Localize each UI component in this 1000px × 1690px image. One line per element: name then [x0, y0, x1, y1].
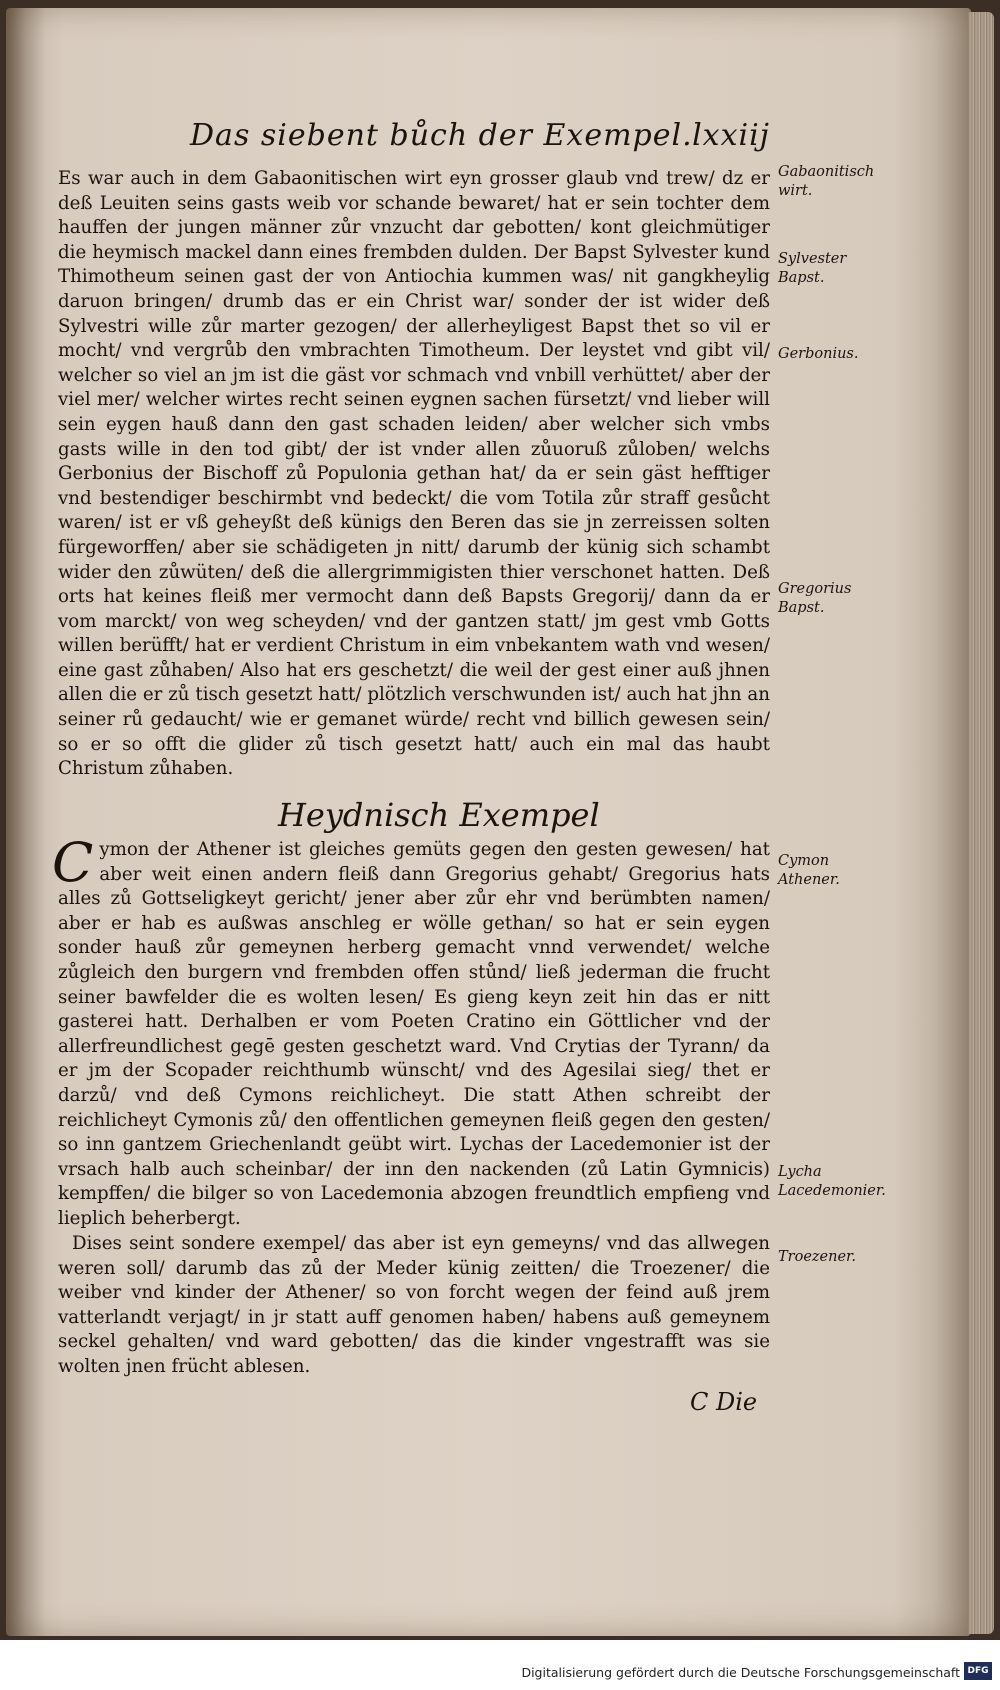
running-title: Das siebent bůch der Exempel.	[190, 118, 693, 153]
funding-credit: Digitalisierung gefördert durch die Deutsche Forschungsgemeinschaft	[521, 1665, 960, 1680]
page-edge	[968, 12, 994, 1634]
catchword: C Die	[690, 1388, 758, 1416]
dfg-logo: DFG	[964, 1662, 992, 1680]
body-paragraph-2-text: ymon der Athener ist gleiches gemüts gegen den gesten gewesen/ hat aber weit einen andern fleiß dann Gregorius gehabt/ Gregorius hats alles zů Gottseligkeyt gericht/ jener aber zůr ehr vnd berümbten namen/ aber er hab es außwas anschleg er wölle gethan/ so hat er sein eygen sonder hauß zůr gemeynen herberg gemacht vnnd verwendet/ welche zůgleich den burgern vnd frembden offen stůnd/ ließ jederman die frucht seiner bawfelder die es wolten lesen/ Es gieng keyn zeit hin das er nitt gasterei hatt. Derhalben er vom Poeten Cratino ein Göttlicher vnd der allerfreundlichest gegē gesten geschetzt ward. Vnd Crytias der Tyrann/ da er jm der Scopader reichthumb wünscht/ vnd des Agesilai sieg/ thet er darzů/ vnd deß Cymons reichlicheyt. Die statt Athen schreibt der reichlicheyt Cymonis zů/ den offentlichen gemeynen fleiß gegen den gesten/ so inn gantzem Griechenlandt geübt wirt. Lychas der Lacedemonier ist der vrsach halb auch scheinbar/ der inn den nackenden (zů Latin Gymnicis) kempffen/ die bilger so von Lacedemonia abzogen freundtlich empfieng vnd lieplich beherbergt.	[58, 839, 770, 1229]
footer-bar	[0, 1658, 1000, 1690]
margin-note: Sylvester Bapst.	[778, 251, 847, 286]
body-paragraph-3: Dises seint sondere exempel/ das aber ist eyn gemeyns/ vnd das allwegen weren soll/ darumb das zů der Meder künig zeitten/ die Troezener/ die weiber vnd kinder der Athener/ so von forcht wegen der feind auß jrem vatterlandt verjagt/ in jr statt auff genomen haben/ habens auß gemeynem seckel gehalten/ vnd ward gebotten/ das die kinder vngestrafft was sie wolten jnen frücht ablesen.	[58, 1233, 770, 1377]
margin-note: Gabaonitisch wirt.	[778, 164, 875, 199]
body-paragraph-2	[52, 831, 770, 1232]
running-head	[190, 110, 770, 160]
margin-note: Lycha Lacedemonier.	[778, 1164, 886, 1199]
drop-cap: C	[52, 831, 94, 894]
gutter-shadow	[6, 8, 46, 1636]
body-paragraph-1: Es war auch in dem Gabaonitischen wirt eyn grosser glaub vnd trew/ dz er deß Leuiten seins gasts weib vor schande bewaret/ hat er sein tochter dem hauffen der jungen männer zůr vnzucht dar gebotten/ kont gleichmütiger die heymisch mackel dann eines frembden dulden. Der Bapst Sylvester kund Thimotheum seinen gast der von Antiochia kummen was/ nit gangkheylig daruon bringen/ drumb das er ein Christ war/ sonder der ist wider deß Sylvestri wille zůr marter gezogen/ der allerheyligest Bapst thet so vil er mocht/ vnd vergrůb den vmbrachten Timotheum. Der leystet vnd gibt vil/ welcher so viel an jm ist die gäst vor schmach vnd vnbill verhüttet/ aber der viel mer/ welcher wirtes recht seinen eygnen sachen fürsetzt/ vnd lieber will sein eygen hauß dann den gast schaden leiden/ aber welcher sich vmbs gasts wille in den tod gibt/ der ist vnder allen zůuoruß zůloben/ welchs Gerbonius der Bischoff zů Populonia gethan hat/ da er sein gäst hefftiger vnd bestendiger beschirmbt vnd bedeckt/ die vom Totila zůr straff gesůcht waren/ ist er vß geheyßt deß künigs den Beren das sie jn zerreissen solten fürgeworffen/ aber sie schädigeten jn nitt/ darumb der künig sich schambt wider den zůwüten/ deß die allergrimmigisten thier verschonet hatten. Deß orts hat keines fleiß mer vermocht dann deß Bapsts Gregorij/ dann da er vom marckt/ von weg scheyden/ vnd der gantzen statt/ jm gest vmb Gotts willen berüfft/ hat er verdient Christum in eim vnbekantem wath vnd wesen/ eine gast zůhaben/ Also hat ers geschetzt/ die weil der gest einer auß jhnen allen die er zů tisch gesetzt hatt/ plötzlich verschwunden ist/ auch hat jhn an seiner rů gedaucht/ wie er gemanet würde/ recht vnd billich gewesen sein/ so er so offt die glider zů tisch gesetzt hatt/ auch ein mal das haubt Christum zůhaben.	[58, 168, 770, 780]
margin-note: Gerbonius.	[778, 346, 859, 362]
folio-number: lxxiij	[692, 118, 770, 153]
margin-note: Gregorius Bapst.	[778, 581, 852, 616]
section-heading: Heydnisch Exempel	[278, 796, 600, 834]
margin-note: Cymon Athener.	[778, 853, 840, 888]
margin-note: Troezener.	[778, 1249, 857, 1265]
